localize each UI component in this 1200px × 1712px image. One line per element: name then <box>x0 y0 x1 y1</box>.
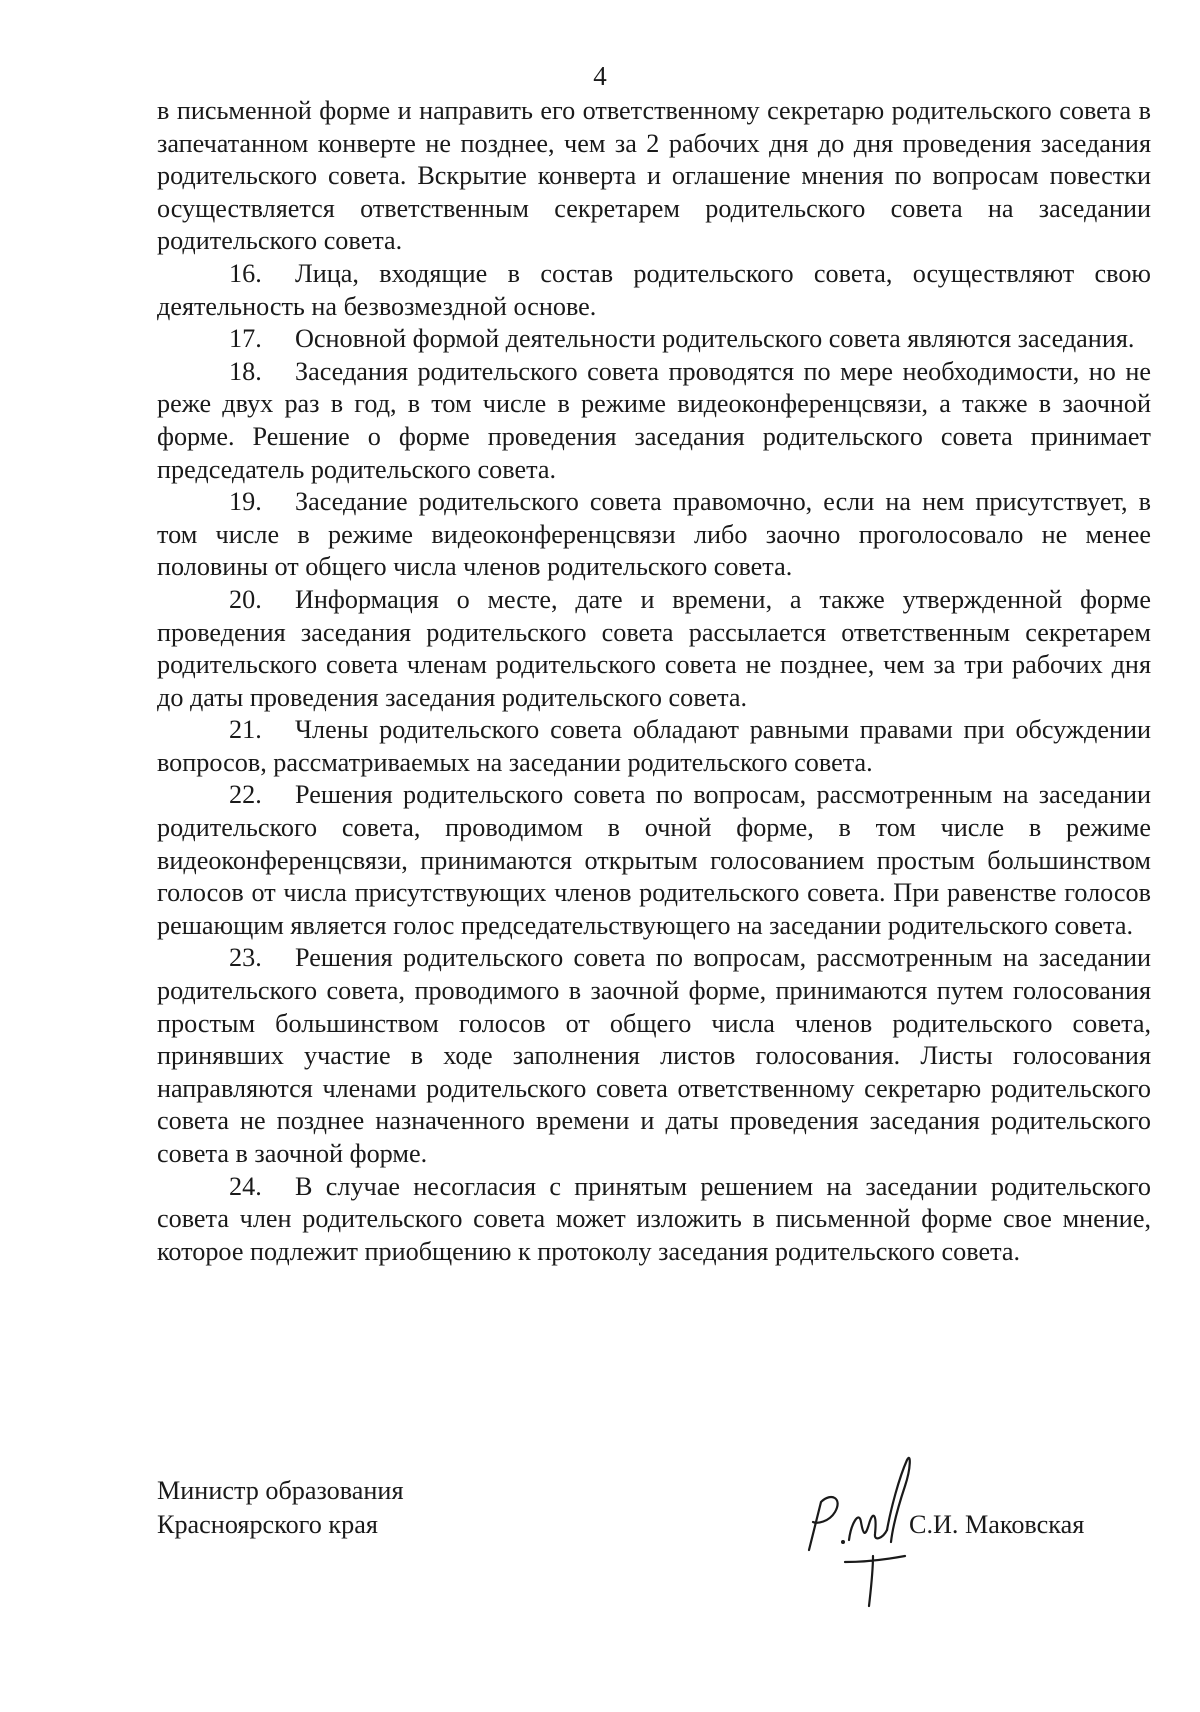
paragraph-text: Информация о месте, дате и времени, а также утвержденной форме проведения заседания родительского совета рассылается ответственным секретарем родительского совета членам родительского совета не позднее, чем за три рабочих дня до даты проведения заседания родительского совета. <box>157 584 1151 712</box>
paragraph-text: в письменной форме и направить его ответственному секретарю родительского совета в запечатанном конверте не позднее, чем за 2 рабочих дня до дня проведения заседания родительского совета. Вскрытие конверта и оглашение мнения по вопросам повестки осуществляется ответственным секретарем родительского совета на заседании родительского совета. <box>157 96 1151 256</box>
paragraph-text: Заседания родительского совета проводятся по мере необходимости, но не реже двух раз в год, в том числе в режиме видеоконференцсвязи, а также в заочной форме. Решение о форме проведения заседания родительского совета принимает председатель родительского совета. <box>157 356 1151 484</box>
paragraph-item-22 <box>157 779 1151 942</box>
item-number: 20. <box>229 584 262 614</box>
signer-name: С.И. Маковская <box>909 1510 1085 1539</box>
signer-position <box>157 1474 657 1542</box>
paragraph-item-20 <box>157 584 1151 714</box>
item-number: 17. <box>229 324 262 354</box>
paragraph-text: Заседание родительского совета правомочно, если на нем присутствует, в том числе в режиме видеоконференцсвязи либо заочно проголосовало не менее половины от общего числа членов родительского совета. <box>157 487 1151 582</box>
paragraph-item-17 <box>157 323 1151 356</box>
page-number: 4 <box>593 61 607 91</box>
paragraph-item-23 <box>157 942 1151 1170</box>
item-number: 19. <box>229 487 262 517</box>
paragraph-item-24 <box>157 1171 1151 1269</box>
paragraph-item-16 <box>157 258 1151 323</box>
item-number: 21. <box>229 715 262 745</box>
paragraph-continuation <box>157 95 1151 258</box>
document-body <box>157 95 1151 1268</box>
position-line-2: Красноярского края <box>157 1510 378 1539</box>
paragraph-text: Лица, входящие в состав родительского совета, осуществляют свою деятельность на безвозмездной основе. <box>157 258 1151 321</box>
paragraph-text: В случае несогласия с принятым решением на заседании родительского совета член родительского совета может изложить в письменной форме свое мнение, которое подлежит приобщению к протоколу заседания родительского совета. <box>157 1171 1151 1266</box>
signature-block <box>157 1474 1151 1614</box>
paragraph-item-21 <box>157 714 1151 779</box>
paragraph-text: Решения родительского совета по вопросам, рассмотренным на заседании родительского совета, проводимом в очной форме, в том числе в режиме видеоконференцсвязи, принимаются открытым голосованием простым большинством голосов от числа присутствующих членов родительского совета. При равенстве голосов решающим является голос председательствующего на заседании родительского совета. <box>157 780 1151 940</box>
paragraph-item-19 <box>157 486 1151 584</box>
item-number: 24. <box>229 1171 262 1201</box>
paragraph-item-18 <box>157 356 1151 486</box>
paragraph-text: Решения родительского совета по вопросам, рассмотренным на заседании родительского совета, проводимого в заочной форме, принимаются путем голосования простым большинством голосов от общего числа членов родительского совета, принявших участие в ходе заполнения листов голосования. Листы голосования направляются членами родительского совета ответственному секретарю родительского совета не позднее назначенного времени и даты проведения заседания родительского совета в заочной форме. <box>157 943 1151 1168</box>
paragraph-text: Члены родительского совета обладают равными правами при обсуждении вопросов, рассматриваемых на заседании родительского совета. <box>157 715 1151 777</box>
item-number: 18. <box>229 356 262 386</box>
item-number: 23. <box>229 943 262 973</box>
paragraph-text: Основной формой деятельности родительского совета являются заседания. <box>295 324 1135 354</box>
item-number: 16. <box>229 258 262 288</box>
position-line-1: Министр образования <box>157 1476 404 1505</box>
item-number: 22. <box>229 780 262 810</box>
handwritten-signature-icon <box>787 1438 917 1608</box>
